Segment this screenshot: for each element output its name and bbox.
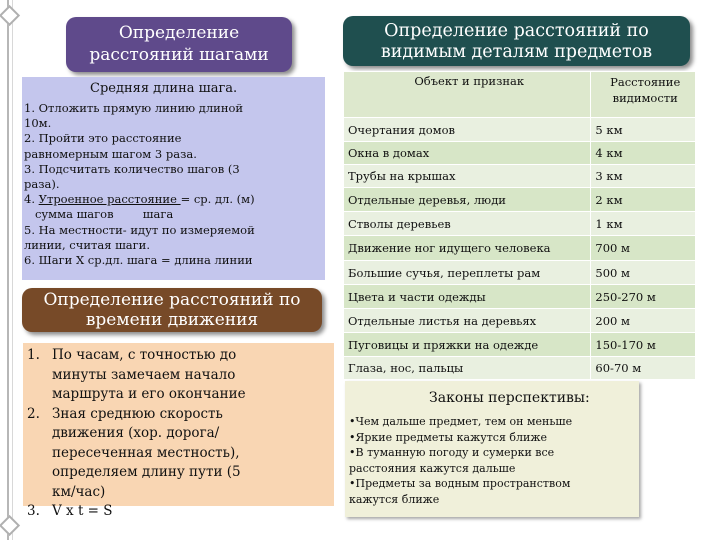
table-cell-object: Стволы деревьев [344,212,591,236]
table-row [344,118,696,142]
table-cell-distance: 700 м [591,236,696,261]
list-item: •Яркие предметы кажутся ближе [349,430,547,444]
column-header-distance: Расстояние видимости [591,72,696,118]
table-row [344,188,696,212]
list-item [27,405,327,503]
list-line: Зная среднюю скорость [52,405,223,422]
perspective-box [345,381,639,517]
table-row [344,309,696,333]
table-cell-distance: 3 км [591,165,696,188]
table-cell-object: Трубы на крышах [344,165,591,188]
list-line: определяем длину пути (5 [52,464,241,480]
list-item: •В туманную погоду и сумерки все [349,446,555,459]
table-cell-distance: 4 км [591,142,696,165]
step-line: 10м. [24,116,52,131]
table-cell-distance: 1 км [591,212,696,236]
table-cell-object: Окна в домах [344,142,591,165]
table-cell-object: Движение ног идущего человека [344,236,591,261]
table-row [344,165,696,188]
step-line-4-prefix: 4. [24,192,39,207]
table-cell-distance: 250-270 м [591,285,696,309]
table-row [344,236,696,261]
table-cell-distance: 60-70 м [591,357,696,380]
steps-header: Определение расстояний шагами [66,17,292,72]
list-line: минуты замечаем начало [52,366,236,383]
diamond-top-icon [0,5,20,26]
perspective-title: Законы перспективы: [429,390,590,406]
list-item [27,502,327,522]
perspective-list [349,414,639,507]
diamond-bottom-icon [0,515,20,536]
steps-title: Средняя длина шага. [90,81,238,96]
table-row [344,142,696,165]
step-line-4-rest: = ср. дл. (м) [180,192,255,207]
table-cell-distance: 150-170 м [591,333,696,357]
steps-lines [24,101,324,268]
list-line: V х t = S [52,503,113,519]
table-cell-object: Глаза, нос, пальцы [344,357,591,380]
left-border-line [7,0,9,540]
step-line: 3. Подсчитать количество шагов (3 [24,161,240,176]
time-box [23,343,334,519]
step-line: 6. Шаги Х ср.дл. шага = длина линии [24,253,253,268]
table-cell-object: Пуговицы и пряжки на одежде [344,333,591,357]
left-border-line-inner [12,0,13,540]
step-line: равномерным шагом 3 раза. [24,146,197,161]
visible-details-header: Определение расстояний по видимым деталям предметов [343,16,690,66]
list-item: •Предметы за водным пространством [349,477,571,490]
time-header: Определение расстояний по времени движения [22,288,322,332]
table-cell-distance: 200 м [591,309,696,333]
list-number: 1. [27,347,40,363]
step-line: 1. Отложить прямую линию длиной [24,101,244,115]
table-cell-object: Цвета и части одежды [344,285,591,309]
step-line: раза). [24,177,60,192]
step-line: линии, считая шаги. [24,237,151,252]
visibility-table [343,71,696,380]
list-line: маршрута и его окончание [52,386,246,402]
list-line: км/час) [52,483,106,500]
table-row [344,357,696,380]
table-cell-object: Большие сучья, переплеты рам [344,261,591,285]
table-cell-object: Очертания домов [344,118,591,142]
table-row [344,261,696,285]
column-header-object: Объект и признак [344,72,591,118]
table-row [344,285,696,309]
step-line-4 [24,192,324,207]
list-line: пересеченная местность), [52,444,240,461]
list-number: 2. [27,405,40,422]
list-number: 3. [27,503,40,519]
step-line: сумма шагов шага [24,207,174,222]
table-cell-object: Отдельные деревья, люди [344,188,591,212]
time-list [27,346,327,522]
table-header-row [344,72,696,118]
list-item: кажутся ближе [349,492,440,506]
step-line-4-underlined: Утроенное расстояние [38,192,181,207]
step-line: 2. Пройти это расстояние [24,131,182,146]
list-item [27,346,327,405]
list-line: движения (хор. дорога/ [52,425,220,441]
table-cell-object: Отдельные листья на деревьях [344,309,591,333]
list-item: •Чем дальше предмет, тем он меньше [349,415,573,428]
table-cell-distance: 500 м [591,261,696,285]
steps-box [22,77,325,280]
table-row [344,212,696,236]
list-line: По часам, с точностью до [52,347,237,363]
table-cell-distance: 2 км [591,188,696,212]
table-row [344,333,696,357]
step-line: 5. На местности- идут по измеряемой [24,222,255,237]
table-cell-distance: 5 км [591,118,696,142]
list-item: расстояния кажутся дальше [349,461,516,475]
